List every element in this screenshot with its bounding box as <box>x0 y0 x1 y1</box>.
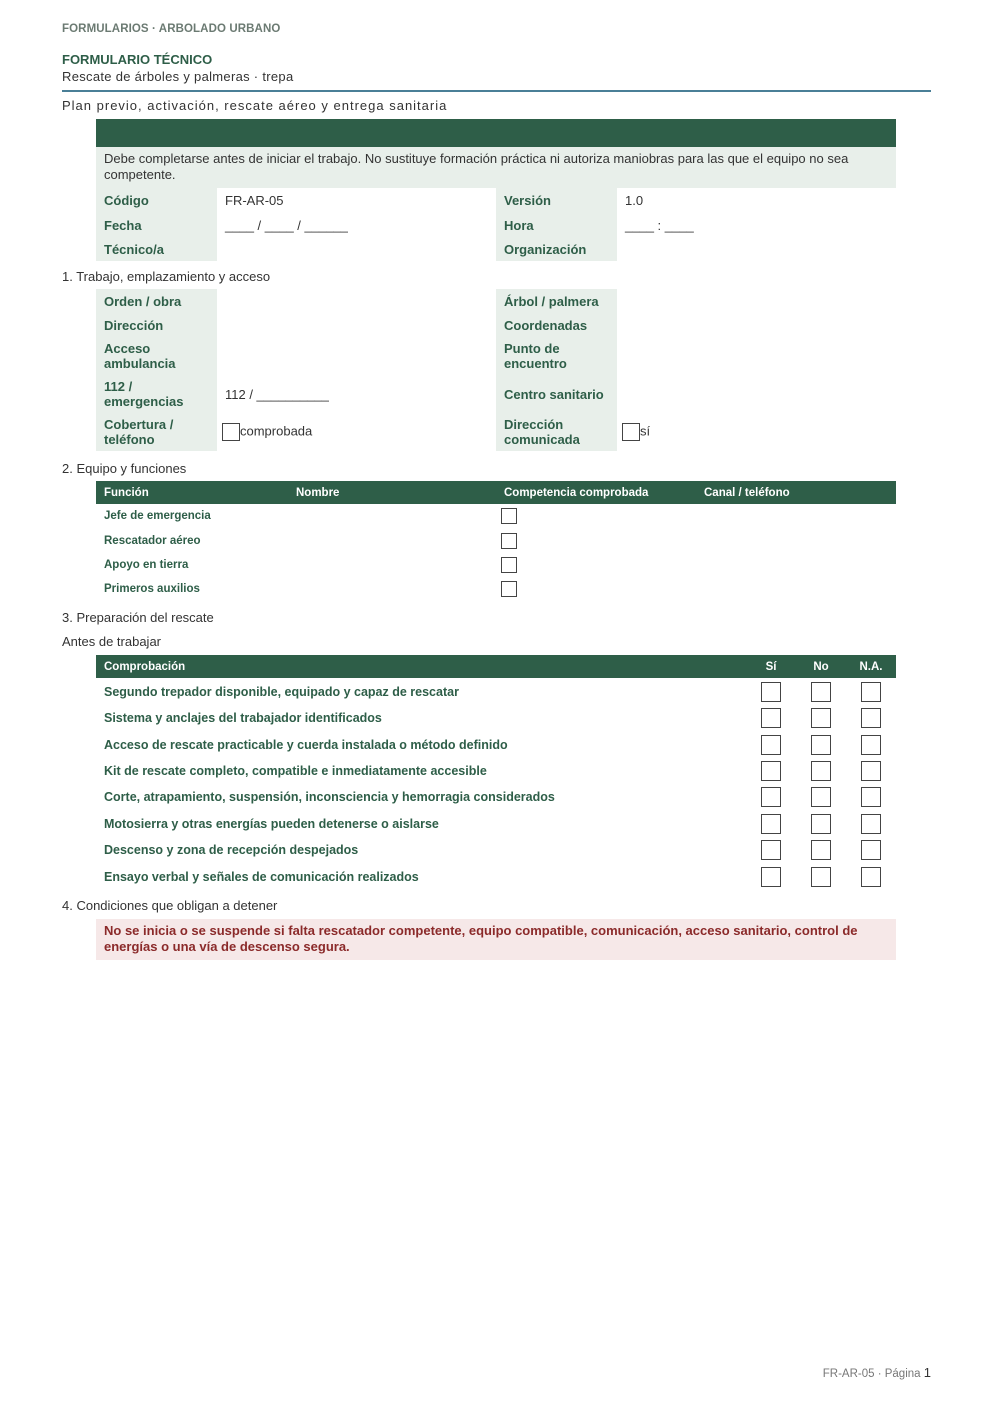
version-value[interactable]: 1.0 <box>625 193 644 208</box>
competence-checkbox[interactable] <box>501 533 517 549</box>
team-competence-cell <box>496 528 696 553</box>
checklist-item-label: Ensayo verbal y señales de comunicación realizados <box>104 869 419 884</box>
team-row <box>96 528 896 553</box>
time-label: Hora <box>496 213 617 237</box>
site-table <box>96 289 896 451</box>
checklist-cell-no <box>796 784 846 810</box>
time-field[interactable]: ____ : ____ <box>625 217 694 233</box>
section-1-title: 1. Trabajo, emplazamiento y acceso <box>62 269 271 284</box>
checkbox-yes[interactable] <box>761 787 781 807</box>
checklist-cell-yes <box>746 837 796 863</box>
order-field[interactable] <box>217 289 496 313</box>
checklist-cell-na <box>846 758 896 784</box>
address-communicated-label: Dirección comunicada <box>496 413 617 451</box>
section-3-block <box>96 655 896 890</box>
order-label: Orden / obra <box>96 289 217 313</box>
page-title: Rescate de árboles y palmeras · trepa <box>62 69 294 84</box>
checklist-cell-yes <box>746 731 796 757</box>
checkbox-no[interactable] <box>811 867 831 887</box>
address-label: Dirección <box>96 313 217 337</box>
team-role: Jefe de emergencia <box>104 510 211 522</box>
checkbox-no[interactable] <box>811 682 831 702</box>
top-label: FORMULARIOS · ARBOLADO URBANO <box>62 23 281 35</box>
checkbox-no[interactable] <box>811 708 831 728</box>
team-role: Primeros auxilios <box>104 583 200 595</box>
checklist-cell-yes <box>746 863 796 889</box>
checklist-cell-na <box>846 678 896 705</box>
health-center-field[interactable] <box>617 375 896 413</box>
section-3-subtitle: Antes de trabajar <box>62 634 162 649</box>
page-number: 1 <box>923 1365 931 1380</box>
checkbox-yes[interactable] <box>761 682 781 702</box>
checklist-cell-yes <box>746 784 796 810</box>
technician-field[interactable] <box>217 237 496 261</box>
checklist-cell-na <box>846 811 896 837</box>
checklist-row <box>96 678 896 705</box>
address-field[interactable] <box>217 313 496 337</box>
checklist-row <box>96 705 896 731</box>
intro-block <box>96 119 896 261</box>
checkbox-na[interactable] <box>861 682 881 702</box>
section-2-block <box>96 481 896 601</box>
competence-checkbox[interactable] <box>501 557 517 573</box>
competence-checkbox[interactable] <box>501 581 517 597</box>
checklist-header-item: Comprobación <box>96 655 746 678</box>
team-role: Rescatador aéreo <box>104 534 201 547</box>
checklist-cell-no <box>796 678 846 705</box>
address-communicated-cell <box>617 413 896 451</box>
section-1-block <box>96 289 896 451</box>
checklist-cell-yes <box>746 811 796 837</box>
form-kind: FORMULARIO TÉCNICO <box>62 52 213 67</box>
meeting-point-label: Punto de encuentro <box>496 337 617 375</box>
checkbox-na[interactable] <box>861 708 881 728</box>
section-4-title: 4. Condiciones que obligan a detener <box>62 898 278 913</box>
checklist-item-label: Motosierra y otras energías pueden detenerse o aislarse <box>104 816 439 831</box>
team-name-field[interactable] <box>288 504 496 528</box>
checkbox-yes[interactable] <box>761 708 781 728</box>
checklist-item-label: Corte, atrapamiento, suspensión, inconsciencia y hemorragia considerados <box>104 790 555 805</box>
address-communicated-check-label: sí <box>640 423 651 439</box>
team-channel-field[interactable] <box>696 553 896 577</box>
intro-notice: Debe completarse antes de iniciar el trabajo. No sustituye formación práctica ni autoriza maniobras para las que el equipo no sea competente. <box>96 147 896 188</box>
checklist-body <box>96 678 896 890</box>
page-footer <box>823 1365 931 1380</box>
section-3-title: 3. Preparación del rescate <box>62 610 214 625</box>
team-header-competence: Competencia comprobada <box>496 481 696 504</box>
checklist-row <box>96 837 896 863</box>
ambulance-access-label: Acceso ambulancia <box>96 337 217 375</box>
meta-table <box>96 188 896 261</box>
checklist-item-label: Sistema y anclajes del trabajador identificados <box>104 711 382 726</box>
checkbox-yes[interactable] <box>761 761 781 781</box>
checkbox-na[interactable] <box>861 761 881 781</box>
checkbox-na[interactable] <box>861 840 881 860</box>
technician-label: Técnico/a <box>96 237 217 261</box>
address-communicated-checkbox[interactable] <box>622 423 640 441</box>
organization-field[interactable] <box>617 237 896 261</box>
checkbox-na[interactable] <box>861 735 881 755</box>
coverage-checkbox[interactable] <box>222 423 240 441</box>
coverage-cell <box>217 413 496 451</box>
checklist-row <box>96 863 896 889</box>
coverage-label: Cobertura / teléfono <box>96 413 217 451</box>
checkbox-na[interactable] <box>861 867 881 887</box>
coordinates-field[interactable] <box>617 313 896 337</box>
team-competence-cell <box>496 577 696 601</box>
team-channel-field[interactable] <box>696 504 896 528</box>
checkbox-no[interactable] <box>811 761 831 781</box>
team-header-channel: Canal / teléfono <box>696 481 896 504</box>
checkbox-no[interactable] <box>811 814 831 834</box>
meeting-point-field[interactable] <box>617 337 896 375</box>
checklist-item-label: Acceso de rescate practicable y cuerda instalada o método definido <box>104 737 508 752</box>
checklist-row <box>96 731 896 757</box>
checkbox-yes[interactable] <box>761 840 781 860</box>
checklist-cell-no <box>796 705 846 731</box>
checkbox-no[interactable] <box>811 787 831 807</box>
team-table <box>96 481 896 601</box>
checklist-table <box>96 655 896 890</box>
intro-header-bar <box>96 119 896 147</box>
checkbox-yes[interactable] <box>761 735 781 755</box>
stop-conditions-alert: No se inicia o se suspende si falta rescatador competente, equipo compatible, comunicación, acceso sanitario, control de energías o una vía de descenso segura. <box>96 919 896 960</box>
team-header-function: Función <box>96 481 288 504</box>
checklist-row <box>96 811 896 837</box>
team-name-field[interactable] <box>288 577 496 601</box>
team-competence-cell <box>496 553 696 577</box>
checklist-header-na: N.A. <box>846 655 896 678</box>
checklist-cell-na <box>846 705 896 731</box>
team-header-name: Nombre <box>288 481 496 504</box>
checklist-cell-no <box>796 731 846 757</box>
checklist-cell-yes <box>746 758 796 784</box>
health-center-label: Centro sanitario <box>496 375 617 413</box>
checklist-cell-na <box>846 784 896 810</box>
checkbox-na[interactable] <box>861 814 881 834</box>
section-2-title: 2. Equipo y funciones <box>62 461 187 476</box>
team-row <box>96 577 896 601</box>
section-4-block <box>96 919 896 960</box>
emergency-label: 112 / emergencias <box>96 375 217 413</box>
checklist-cell-no <box>796 811 846 837</box>
version-label: Versión <box>496 188 617 213</box>
checkbox-na[interactable] <box>861 787 881 807</box>
team-name-field[interactable] <box>288 553 496 577</box>
date-field[interactable]: ____ / ____ / ______ <box>225 217 348 233</box>
date-label: Fecha <box>96 213 217 237</box>
checklist-row <box>96 758 896 784</box>
checklist-cell-yes <box>746 678 796 705</box>
team-channel-field[interactable] <box>696 528 896 553</box>
competence-checkbox[interactable] <box>501 508 517 524</box>
checkbox-yes[interactable] <box>761 814 781 834</box>
checklist-item-label: Descenso y zona de recepción despejados <box>104 843 359 858</box>
checklist-header-yes: Sí <box>746 655 796 678</box>
checklist-cell-no <box>796 758 846 784</box>
code-value[interactable]: FR-AR-05 <box>225 193 284 208</box>
checklist-header-no: No <box>796 655 846 678</box>
team-channel-field[interactable] <box>696 577 896 601</box>
checklist-item-label: Kit de rescate completo, compatible e inmediatamente accesible <box>104 763 487 778</box>
checklist-item-label: Segundo trepador disponible, equipado y capaz de rescatar <box>104 684 459 699</box>
checklist-cell-na <box>846 863 896 889</box>
checkbox-no[interactable] <box>811 735 831 755</box>
team-row <box>96 553 896 577</box>
tree-field[interactable] <box>617 289 896 313</box>
coordinates-label: Coordenadas <box>496 313 617 337</box>
footer-text: FR-AR-05 · Página <box>822 1368 921 1380</box>
checklist-cell-na <box>846 837 896 863</box>
checklist-cell-no <box>796 863 846 889</box>
checkbox-no[interactable] <box>811 840 831 860</box>
team-name-field[interactable] <box>288 528 496 553</box>
team-role: Apoyo en tierra <box>104 559 189 571</box>
checklist-cell-na <box>846 731 896 757</box>
code-label: Código <box>96 188 217 213</box>
ambulance-access-field[interactable] <box>217 337 496 375</box>
checklist-cell-yes <box>746 705 796 731</box>
team-competence-cell <box>496 504 696 528</box>
checklist-cell-no <box>796 837 846 863</box>
checklist-row <box>96 784 896 810</box>
emergency-field[interactable]: 112 / __________ <box>225 386 329 402</box>
team-row <box>96 504 896 528</box>
tree-label: Árbol / palmera <box>496 289 617 313</box>
header-rule <box>62 90 931 92</box>
organization-label: Organización <box>496 237 617 261</box>
checkbox-yes[interactable] <box>761 867 781 887</box>
coverage-check-label: comprobada <box>240 423 313 439</box>
page-subtitle: Plan previo, activación, rescate aéreo y entrega sanitaria <box>62 98 448 113</box>
